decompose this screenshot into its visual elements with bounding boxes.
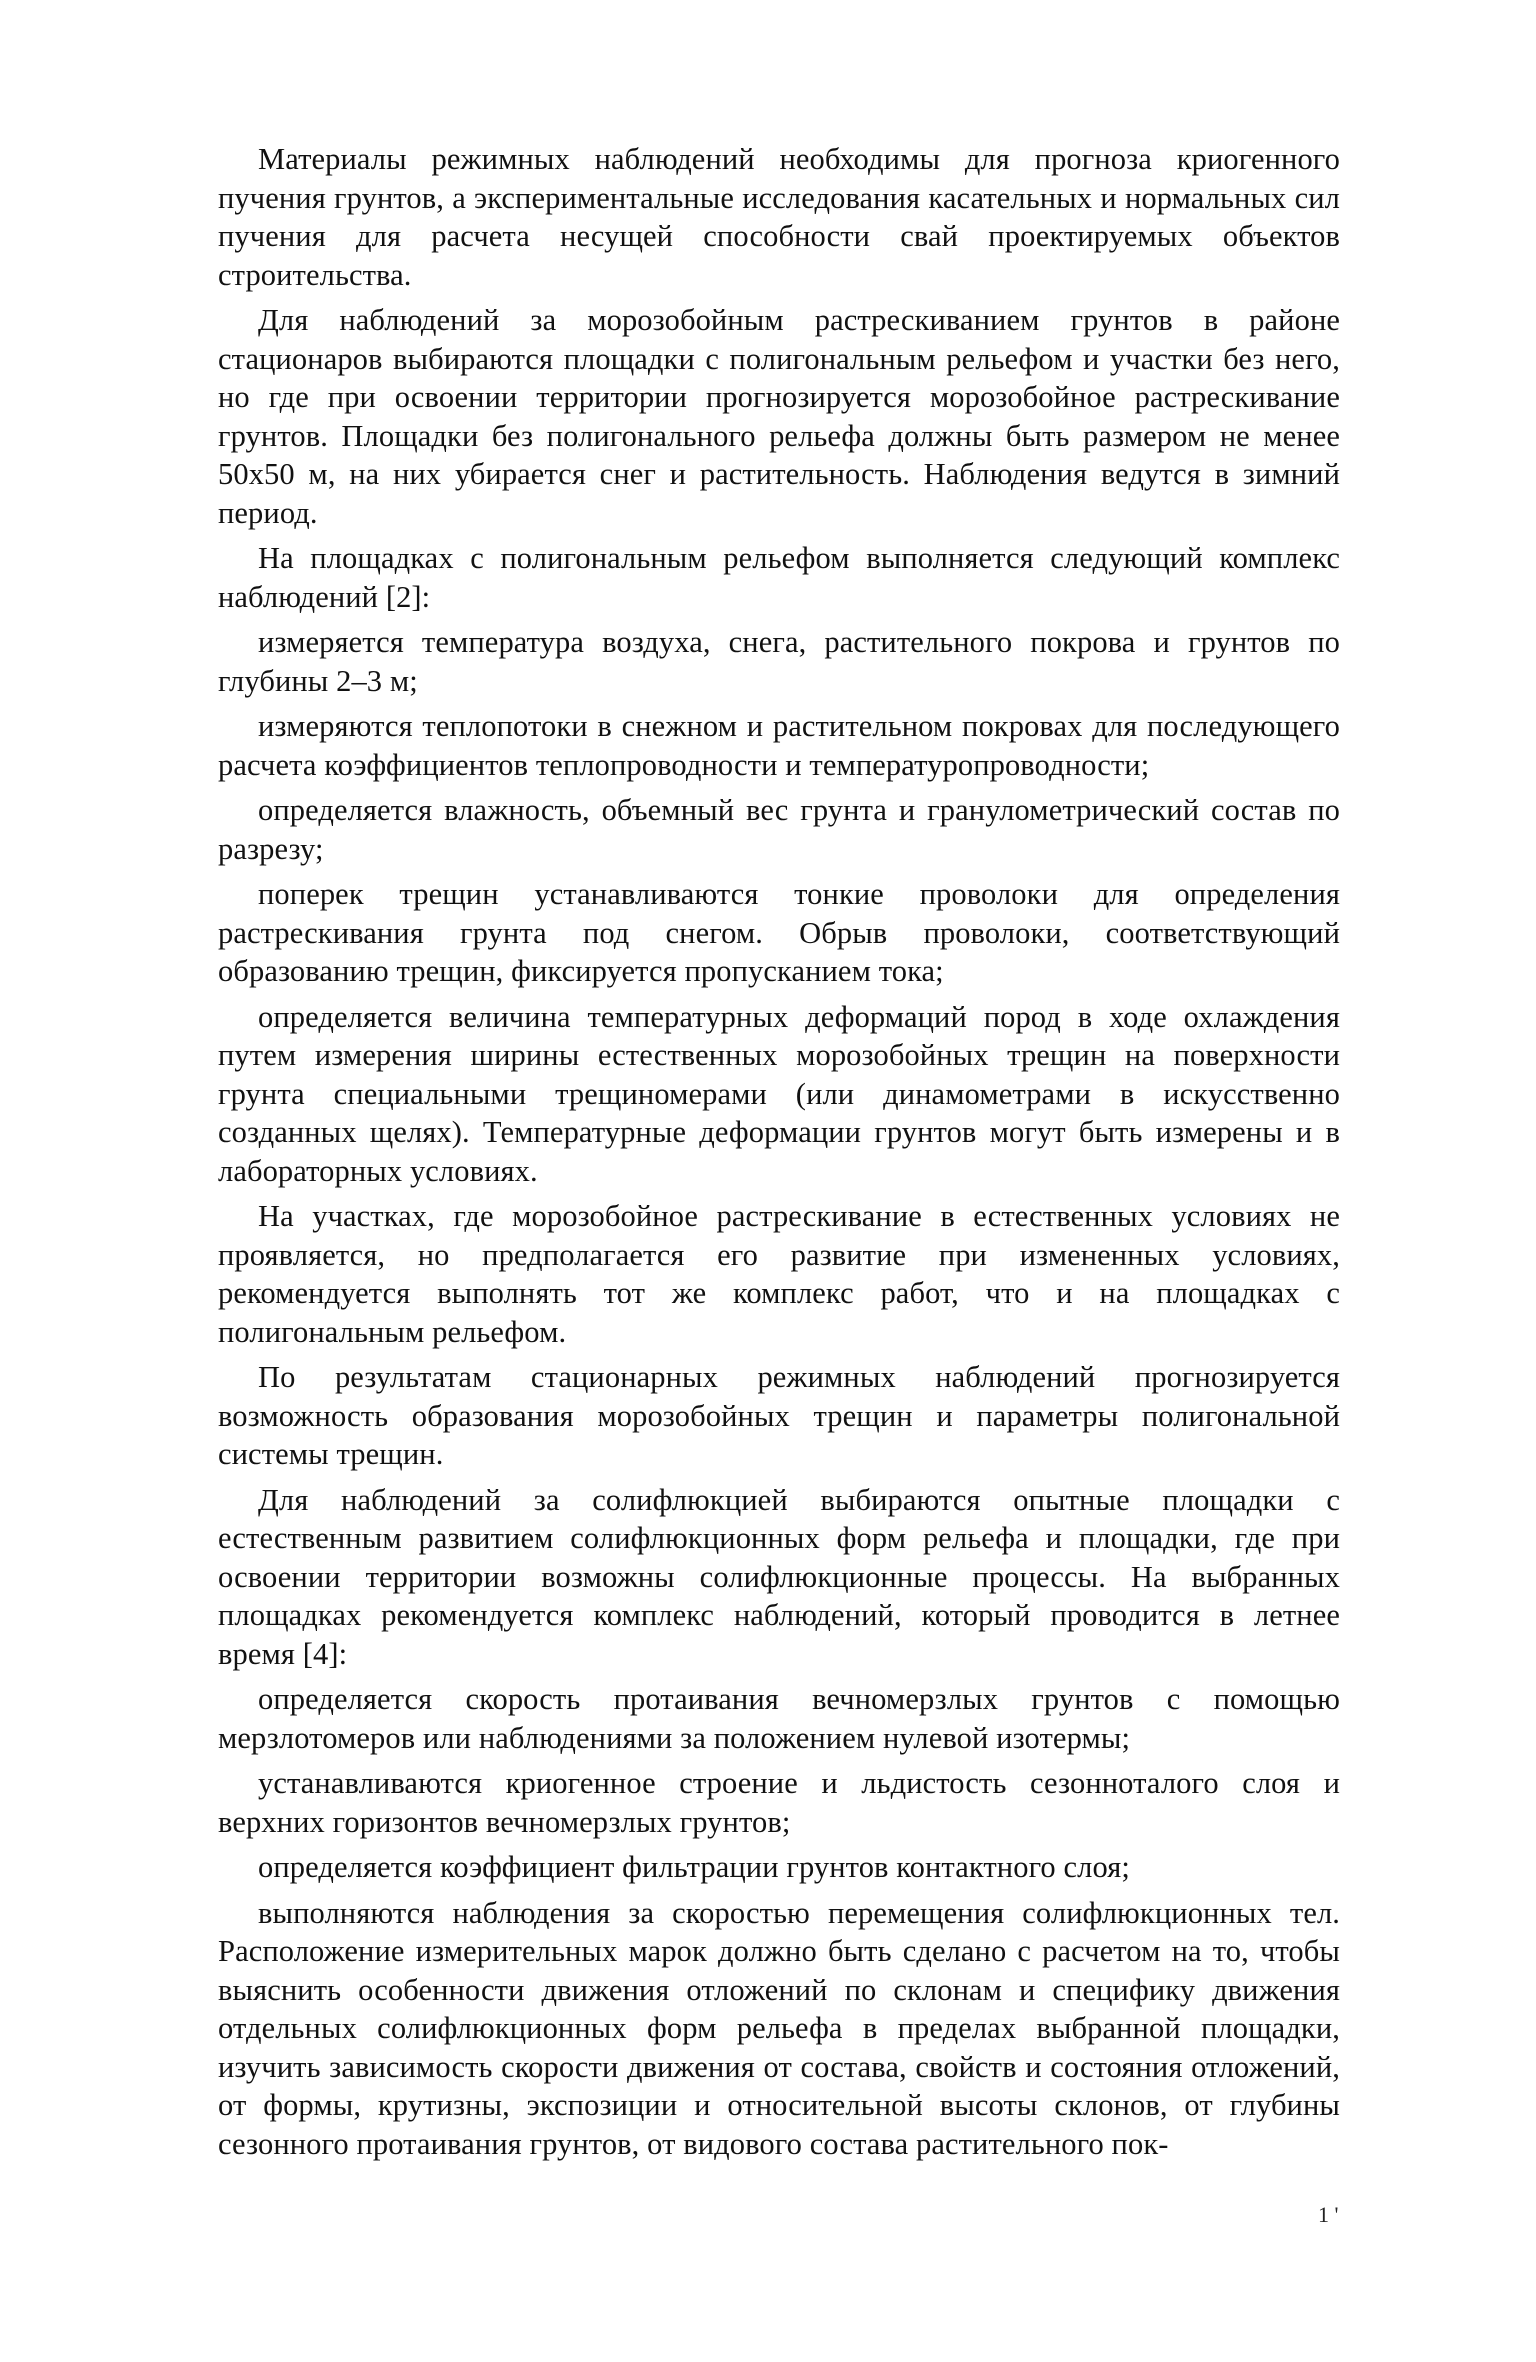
list-item-6: определяется скорость протаивания вечномерзлых грунтов с помощью мерзлотомеров или наблюдениями за положением нулевой изотермы; xyxy=(218,1682,1340,1755)
paragraph-4: На участках, где морозобойное растрескивание в естественных условиях не проявляется, но предполагается его развитие при измененных условиях, рекомендуется выполнять тот же комплекс работ, что и на площадках с полигональным рельефом. xyxy=(218,1199,1340,1349)
list-item-3: определяется влажность, объемный вес грунта и гранулометрический состав по разрезу; xyxy=(218,793,1340,866)
page-number: 1 ' xyxy=(1318,2202,1339,2227)
paragraph-1: Материалы режимных наблюдений необходимы для прогноза криогенного пучения грунтов, а экспериментальные исследования касательных и нормальных сил пучения для расчета несущей способности свай проектируемых объектов строительства. xyxy=(218,142,1340,292)
list-item-1: измеряется температура воздуха, снега, растительного покрова и грунтов по глубины 2–3 м; xyxy=(218,625,1340,698)
paragraph-2: Для наблюдений за морозобойным растрескиванием грунтов в районе стационаров выбираются площадки с полигональным рельефом и участки без него, но где при освоении территории прогнозируется морозобойное растрескивание грунтов. Площадки без полигонального рельефа должны быть размером не менее 50х50 м, на них убирается снег и растительность. Наблюдения ведутся в зимний период. xyxy=(218,303,1340,530)
list-item-4: поперек трещин устанавливаются тонкие проволоки для определения растрескивания грунта под снегом. Обрыв проволоки, соответствующий образованию трещин, фиксируется пропусканием тока; xyxy=(218,877,1340,988)
paragraph-5: По результатам стационарных режимных наблюдений прогнозируется возможность образования морозобойных трещин и параметры полигональной системы трещин. xyxy=(218,1360,1340,1471)
list-item-5: определяется величина температурных деформаций пород в ходе охлаждения путем измерения ширины естественных морозобойных трещин на поверхности грунта специальными трещиномерами (или динамометрами в искусственно созданных щелях). Температурные деформации грунтов могут быть измерены и в лабораторных условиях. xyxy=(218,999,1340,1188)
list-item-8: определяется коэффициент фильтрации грунтов контактного слоя; xyxy=(258,1850,1130,1884)
list-item-7: устанавливаются криогенное строение и льдистость сезонноталого слоя и верхних горизонтов вечномерзлых грунтов; xyxy=(218,1766,1340,1839)
list-item-9: выполняются наблюдения за скоростью перемещения солифлюкционных тел. Расположение измерительных марок должно быть сделано с расчетом на то, чтобы выяснить особенности движения отложений по склонам и специфику движения отдельных солифлюкционных форм рельефа в пределах выбранной площадки, изучить зависимость скорости движения от состава, свойств и состояния отложений, от формы, крутизны, экспозиции и относительной высоты склонов, от глубины сезонного протаивания грунтов, от видового состава растительного пок- xyxy=(218,1895,1340,2161)
paragraph-3: На площадках с полигональным рельефом выполняется следующий комплекс наблюдений [2]: xyxy=(218,541,1340,614)
list-item-2: измеряются теплопотоки в снежном и растительном покровах для последующего расчета коэффициентов теплопроводности и температуропроводности; xyxy=(218,709,1340,782)
paragraph-6: Для наблюдений за солифлюкцией выбираются опытные площадки с естественным развитием солифлюкционных форм рельефа и площадки, где при освоении территории возможны солифлюкционные процессы. На выбранных площадках рекомендуется комплекс наблюдений, который проводится в летнее время [4]: xyxy=(218,1482,1340,1671)
page-body xyxy=(218,140,1340,2170)
